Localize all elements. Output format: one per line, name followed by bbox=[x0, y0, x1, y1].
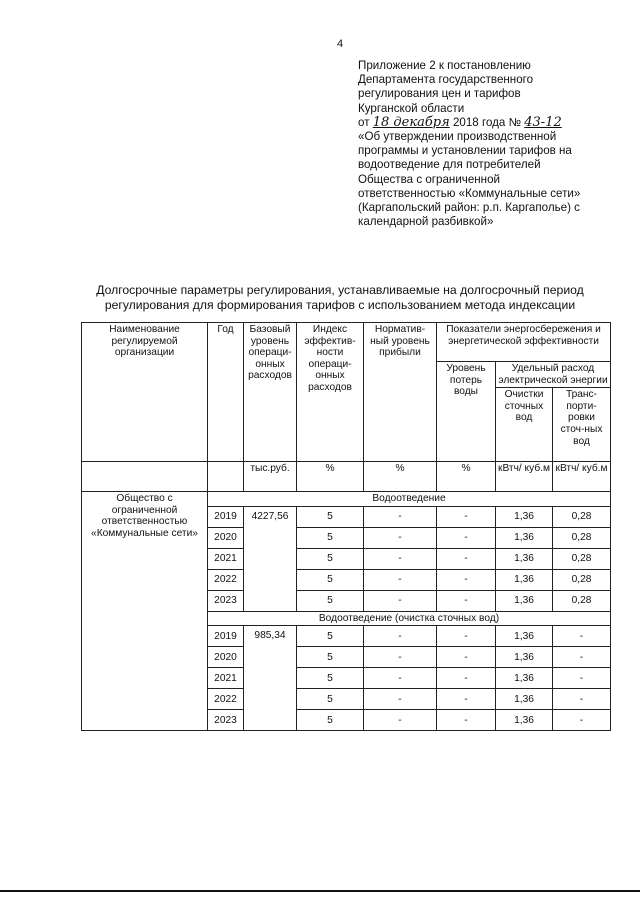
cell-transport: - bbox=[553, 626, 611, 647]
appendix-line: «Об утверждении производственной bbox=[358, 130, 557, 144]
cell-year: 2020 bbox=[208, 527, 244, 548]
cell-index: 5 bbox=[297, 689, 364, 710]
cell-cleaning: 1,36 bbox=[496, 689, 553, 710]
cell-profit: - bbox=[364, 710, 437, 731]
header-losses: Уровень потерь воды bbox=[437, 362, 496, 462]
appendix-line: (Каргапольский район: р.п. Каргаполье) с bbox=[358, 201, 580, 215]
cell-cleaning: 1,36 bbox=[496, 548, 553, 569]
cell-profit: - bbox=[364, 569, 437, 590]
cell-index: 5 bbox=[297, 569, 364, 590]
handwritten-number: 43-12 bbox=[524, 114, 562, 130]
header-base: Базовый уровень операци-онных расходов bbox=[244, 323, 297, 462]
cell-year: 2021 bbox=[208, 548, 244, 569]
cell-year: 2020 bbox=[208, 647, 244, 668]
cell-losses: - bbox=[437, 668, 496, 689]
document-title bbox=[60, 283, 620, 313]
date-year: 2018 года № bbox=[452, 115, 522, 129]
cell-profit: - bbox=[364, 590, 437, 611]
section-title: Водоотведение bbox=[208, 492, 611, 507]
cell-index: 5 bbox=[297, 668, 364, 689]
cell-profit: - bbox=[364, 647, 437, 668]
unit-cell: тыс.руб. bbox=[244, 462, 297, 492]
cell-index: 5 bbox=[297, 506, 364, 527]
cell-index: 5 bbox=[297, 710, 364, 731]
cell-year: 2023 bbox=[208, 590, 244, 611]
cell-index: 5 bbox=[297, 527, 364, 548]
section-title: Водоотведение (очистка сточных вод) bbox=[208, 611, 611, 626]
unit-cell: % bbox=[297, 462, 364, 492]
header-year: Год bbox=[208, 323, 244, 462]
header-org: Наименование регулируемой организации bbox=[82, 323, 208, 462]
cell-profit: - bbox=[364, 527, 437, 548]
cell-transport: 0,28 bbox=[553, 506, 611, 527]
units-empty bbox=[208, 462, 244, 492]
header-energy: Показатели энергосбережения и энергетической эффективности bbox=[437, 323, 611, 362]
cell-year: 2022 bbox=[208, 569, 244, 590]
appendix-line: ответственностью «Коммунальные сети» bbox=[358, 186, 581, 200]
organization-name: Общество с ограниченной ответственностью «Коммунальные сети» bbox=[82, 492, 208, 731]
cell-base-level: 4227,56 bbox=[244, 506, 297, 611]
cell-losses: - bbox=[437, 569, 496, 590]
appendix-date-line bbox=[358, 116, 628, 130]
appendix-line: Курганской области bbox=[358, 101, 465, 115]
unit-cell: % bbox=[364, 462, 437, 492]
units-empty bbox=[82, 462, 208, 492]
appendix-line: водоотведение для потребителей bbox=[358, 158, 541, 172]
title-line: Долгосрочные параметры регулирования, устанавливаемые на долгосрочный период bbox=[96, 283, 584, 297]
cell-losses: - bbox=[437, 548, 496, 569]
cell-transport: 0,28 bbox=[553, 590, 611, 611]
header-cleaning: Очистки сточных вод bbox=[496, 388, 553, 462]
parameters-table bbox=[81, 322, 611, 731]
cell-year: 2019 bbox=[208, 626, 244, 647]
cell-year: 2021 bbox=[208, 668, 244, 689]
cell-cleaning: 1,36 bbox=[496, 668, 553, 689]
header-transport: Транс-порти-ровки сточ-ных вод bbox=[553, 388, 611, 462]
cell-losses: - bbox=[437, 527, 496, 548]
cell-transport: - bbox=[553, 689, 611, 710]
cell-losses: - bbox=[437, 590, 496, 611]
handwritten-date: 18 декабря bbox=[372, 114, 450, 130]
cell-year: 2022 bbox=[208, 689, 244, 710]
appendix-line: календарной разбивкой» bbox=[358, 215, 494, 229]
appendix-line: Приложение 2 к постановлению bbox=[358, 59, 531, 72]
cell-profit: - bbox=[364, 689, 437, 710]
cell-losses: - bbox=[437, 647, 496, 668]
cell-transport: 0,28 bbox=[553, 527, 611, 548]
appendix-line: программы и установлении тарифов на bbox=[358, 144, 572, 158]
page-bottom-rule bbox=[0, 890, 640, 892]
cell-cleaning: 1,36 bbox=[496, 527, 553, 548]
cell-losses: - bbox=[437, 506, 496, 527]
cell-base-level: 985,34 bbox=[244, 626, 297, 731]
appendix-block bbox=[358, 59, 628, 229]
cell-transport: - bbox=[553, 710, 611, 731]
cell-transport: - bbox=[553, 668, 611, 689]
appendix-line: Департамента государственного bbox=[358, 73, 534, 87]
title-line: регулирования для формирования тарифов с использованием метода индексации bbox=[104, 298, 576, 312]
cell-year: 2023 bbox=[208, 710, 244, 731]
cell-transport: - bbox=[553, 647, 611, 668]
unit-cell: кВтч/ куб.м bbox=[496, 462, 553, 492]
cell-cleaning: 1,36 bbox=[496, 506, 553, 527]
header-profit: Норматив-ный уровень прибыли bbox=[364, 323, 437, 462]
cell-profit: - bbox=[364, 668, 437, 689]
cell-index: 5 bbox=[297, 548, 364, 569]
page-number: 4 bbox=[337, 38, 344, 50]
cell-transport: 0,28 bbox=[553, 548, 611, 569]
cell-index: 5 bbox=[297, 626, 364, 647]
cell-cleaning: 1,36 bbox=[496, 710, 553, 731]
cell-transport: 0,28 bbox=[553, 569, 611, 590]
cell-index: 5 bbox=[297, 590, 364, 611]
appendix-line: Общества с ограниченной bbox=[358, 172, 501, 186]
date-prefix: от bbox=[358, 115, 370, 129]
header-specific: Удельный расход электрической энергии bbox=[496, 362, 611, 388]
cell-profit: - bbox=[364, 506, 437, 527]
cell-profit: - bbox=[364, 626, 437, 647]
unit-cell: % bbox=[437, 462, 496, 492]
cell-losses: - bbox=[437, 710, 496, 731]
cell-profit: - bbox=[364, 548, 437, 569]
cell-cleaning: 1,36 bbox=[496, 590, 553, 611]
cell-year: 2019 bbox=[208, 506, 244, 527]
cell-losses: - bbox=[437, 689, 496, 710]
section-row bbox=[82, 492, 611, 507]
header-index: Индекс эффектив-ности операци-онных расходов bbox=[297, 323, 364, 462]
cell-cleaning: 1,36 bbox=[496, 626, 553, 647]
cell-cleaning: 1,36 bbox=[496, 569, 553, 590]
cell-losses: - bbox=[437, 626, 496, 647]
appendix-line: регулирования цен и тарифов bbox=[358, 87, 521, 101]
cell-cleaning: 1,36 bbox=[496, 647, 553, 668]
cell-index: 5 bbox=[297, 647, 364, 668]
unit-cell: кВтч/ куб.м bbox=[553, 462, 611, 492]
